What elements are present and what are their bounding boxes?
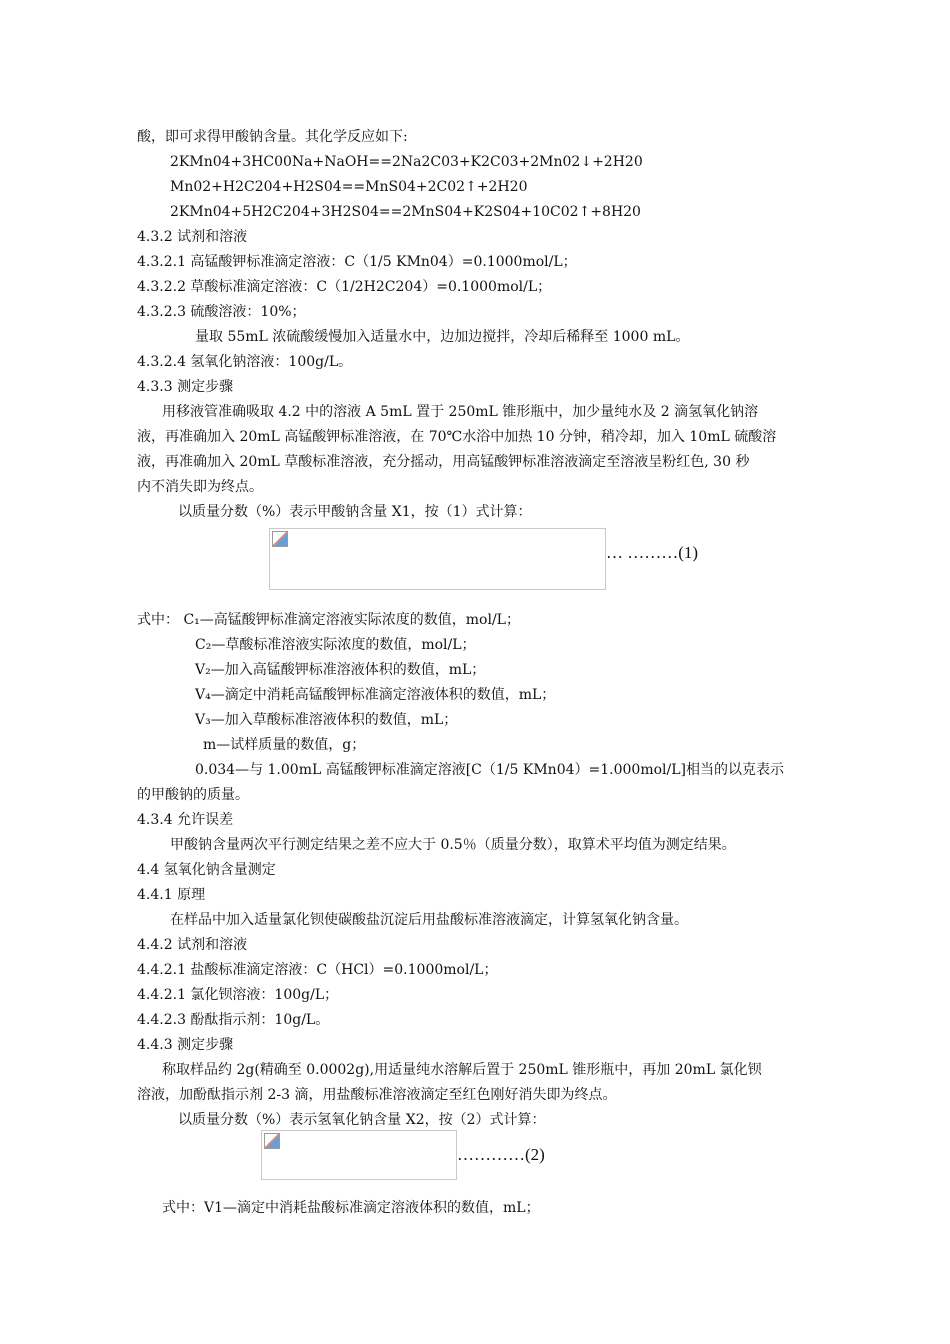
text-line: 4.3.2.4 氢氧化钠溶液：100g/L。 bbox=[137, 354, 353, 370]
text-line: 以质量分数（%）表示氢氧化钠含量 X2，按（2）式计算： bbox=[178, 1112, 546, 1128]
text-line: 4.3.3 测定步骤 bbox=[137, 379, 234, 395]
text-line: V₂—加入高锰酸钾标准溶液体积的数值，mL； bbox=[195, 662, 486, 678]
formula-2-image bbox=[261, 1130, 457, 1180]
text-line: 4.3.2 试剂和溶液 bbox=[137, 229, 248, 245]
text-line: 4.3.2.2 草酸标准滴定溶液：C（1/2H2C204）=0.1000mol/L； bbox=[137, 279, 552, 295]
text-line: 4.3.2.3 硫酸溶液：10%； bbox=[137, 304, 306, 320]
text-line: 酸，即可求得甲酸钠含量。其化学反应如下: bbox=[137, 129, 408, 145]
text-line: 4.4.2.1 氯化钡溶液：100g/L； bbox=[137, 987, 339, 1003]
text-line: 4.4.2 试剂和溶液 bbox=[137, 937, 248, 953]
formula-1-image bbox=[269, 528, 606, 590]
broken-image-icon bbox=[264, 1133, 280, 1149]
text-line: V₄—滴定中消耗高锰酸钾标准滴定溶液体积的数值，mL； bbox=[195, 687, 556, 703]
text-line: V₃—加入草酸标准溶液体积的数值，mL； bbox=[195, 712, 458, 728]
text-line: 4.4.2.1 盐酸标准滴定溶液：C（HCl）=0.1000mol/L； bbox=[137, 962, 498, 978]
text-line: 0.034—与 1.00mL 高锰酸钾标准滴定溶液[C（1/5 KMn04）=1.000mol/L]相当的以克表示 bbox=[195, 762, 784, 778]
text-line: 溶液，加酚酞指示剂 2-3 滴，用盐酸标准溶液滴定至红色刚好消失即为终点。 bbox=[137, 1087, 617, 1103]
text-line: 4.4 氢氧化钠含量测定 bbox=[137, 862, 276, 878]
text-line: 内不消失即为终点。 bbox=[137, 479, 263, 495]
text-line: 用移液管准确吸取 4.2 中的溶液 A 5mL 置于 250mL 锥形瓶中，加少量纯水及 2 滴氢氧化钠溶 bbox=[162, 404, 759, 420]
text-line: 以质量分数（%）表示甲酸钠含量 X1，按（1）式计算： bbox=[178, 504, 532, 520]
text-line: m—试样质量的数值，g； bbox=[203, 737, 366, 753]
text-line: 在样品中加入适量氯化钡使碳酸盐沉淀后用盐酸标准溶液滴定，计算氢氧化钠含量。 bbox=[170, 912, 688, 928]
text-line: 称取样品约 2g(精确至 0.0002g),用适量纯水溶解后置于 250mL 锥形瓶中，再加 20mL 氯化钡 bbox=[162, 1062, 762, 1078]
text-line: 式中：V1—滴定中消耗盐酸标准滴定溶液体积的数值，mL； bbox=[162, 1200, 540, 1216]
text-line: 2KMn04+5H2C204+3H2S04==2MnS04+K2S04+10C02↑+8H20 bbox=[170, 204, 641, 220]
formula-2-number: …………(2) bbox=[457, 1145, 545, 1164]
text-line: 4.4.3 测定步骤 bbox=[137, 1037, 234, 1053]
broken-image-icon bbox=[272, 531, 288, 547]
text-line: 量取 55mL 浓硫酸缓慢加入适量水中，边加边搅拌，冷却后稀释至 1000 mL。 bbox=[195, 329, 690, 345]
text-line: 2KMn04+3HC00Na+NaOH==2Na2C03+K2C03+2Mn02↓+2H20 bbox=[170, 154, 643, 170]
formula-1-number: … ………(1) bbox=[606, 543, 699, 562]
text-line: 4.4.2.3 酚酞指示剂：10g/L。 bbox=[137, 1012, 330, 1028]
text-line: 甲酸钠含量两次平行测定结果之差不应大于 0.5％（质量分数），取算术平均值为测定结果。 bbox=[170, 837, 736, 853]
text-line: 4.4.1 原理 bbox=[137, 887, 206, 903]
text-line: 4.3.2.1 高锰酸钾标准滴定溶液：C（1/5 KMn04）=0.1000mol/L； bbox=[137, 254, 577, 270]
text-line: 的甲酸钠的质量。 bbox=[137, 787, 249, 803]
text-line: 式中： C₁—高锰酸钾标准滴定溶液实际浓度的数值，mol/L； bbox=[137, 612, 520, 628]
text-line: Mn02+H2C204+H2S04==MnS04+2C02↑+2H20 bbox=[170, 179, 528, 195]
text-line: 液，再准确加入 20mL 草酸标准溶液，充分摇动，用高锰酸钾标准溶液滴定至溶液呈粉红色, 30 秒 bbox=[137, 454, 750, 470]
text-line: 液，再准确加入 20mL 高锰酸钾标准溶液，在 70℃水浴中加热 10 分钟，稍冷却，加入 10mL 硫酸溶 bbox=[137, 429, 777, 445]
text-line: C₂—草酸标准溶液实际浓度的数值，mol/L； bbox=[195, 637, 476, 653]
text-line: 4.3.4 允许误差 bbox=[137, 812, 234, 828]
